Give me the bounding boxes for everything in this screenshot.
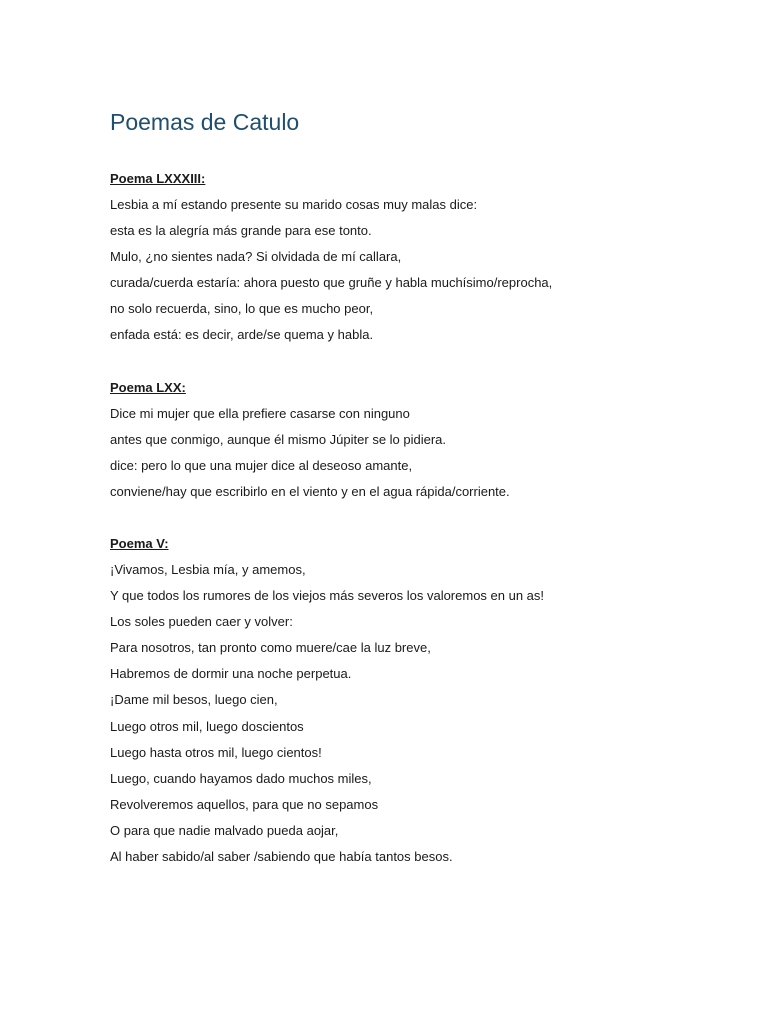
verse-line: Dice mi mujer que ella prefiere casarse con ninguno <box>110 405 410 421</box>
poem-heading: Poema LXX: <box>110 379 186 395</box>
verse-line: ¡Vivamos, Lesbia mía, y amemos, <box>110 561 306 577</box>
verse-line: Luego, cuando hayamos dado muchos miles, <box>110 770 372 786</box>
verse-line: enfada está: es decir, arde/se quema y habla. <box>110 327 374 343</box>
verse-line: conviene/hay que escribirlo en el viento y en el agua rápida/corriente. <box>110 483 510 499</box>
document-page <box>110 108 730 896</box>
page-title: Poemas de Catulo <box>110 109 300 135</box>
verse-line: Revolveremos aquellos, para que no sepamos <box>110 796 379 812</box>
verse-line: Luego hasta otros mil, luego cientos! <box>110 744 322 760</box>
verse-line: Luego otros mil, luego doscientos <box>110 718 304 734</box>
poem-lxx <box>110 375 730 505</box>
verse-line: no solo recuerda, sino, lo que es mucho peor, <box>110 301 374 317</box>
verse-line: Para nosotros, tan pronto como muere/cae la luz breve, <box>110 640 431 656</box>
poem-lxxxiii <box>110 166 730 349</box>
verse-line: curada/cuerda estaría: ahora puesto que gruñe y habla muchísimo/reprocha, <box>110 275 553 291</box>
verse-line: Y que todos los rumores de los viejos más severos los valoremos en un as! <box>110 588 545 604</box>
verse-line: Lesbia a mí estando presente su marido cosas muy malas dice: <box>110 197 478 212</box>
poem-heading: Poema LXXXIII: <box>110 171 206 186</box>
verse-line: Al haber sabido/al saber /sabiendo que había tantos besos. <box>110 848 453 864</box>
verse-line: Los soles pueden caer y volver: <box>110 614 293 630</box>
verse-line: Habremos de dormir una noche perpetua. <box>110 666 352 682</box>
verse-line: O para que nadie malvado pueda aojar, <box>110 822 339 838</box>
poem-v <box>110 531 730 870</box>
verse-line: dice: pero lo que una mujer dice al deseoso amante, <box>110 457 413 473</box>
poem-heading: Poema V: <box>110 535 169 551</box>
verse-line: antes que conmigo, aunque él mismo Júpiter se lo pidiera. <box>110 431 447 447</box>
verse-line: esta es la alegría más grande para ese tonto. <box>110 223 372 239</box>
verse-line: Mulo, ¿no sientes nada? Si olvidada de mí callara, <box>110 249 402 265</box>
verse-line: ¡Dame mil besos, luego cien, <box>110 692 278 708</box>
